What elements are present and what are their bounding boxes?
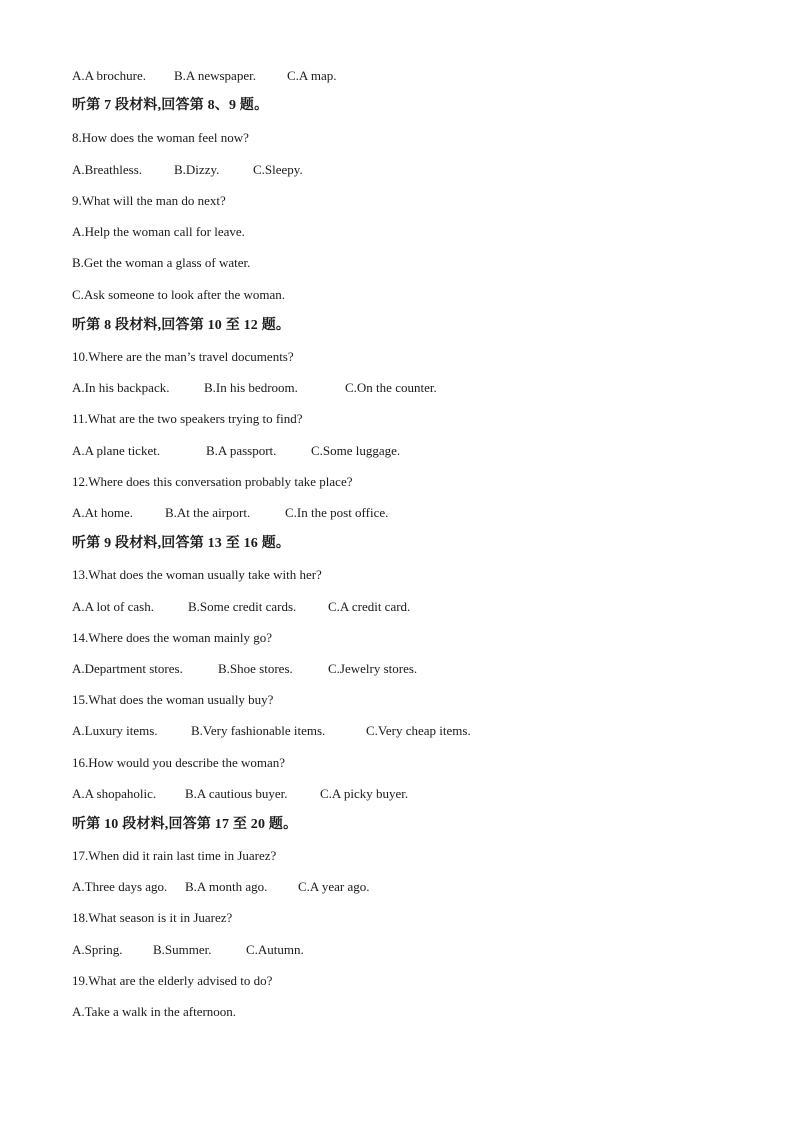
option-a: A.A brochure. xyxy=(72,68,147,83)
answer-options xyxy=(72,68,712,84)
option-b: B.A passport. xyxy=(206,443,277,458)
option-b: B.Very fashionable items. xyxy=(191,723,326,738)
option-b: B.Dizzy. xyxy=(174,162,220,177)
option-b: B.Some credit cards. xyxy=(188,599,297,614)
answer-options xyxy=(72,162,712,178)
option-c: C.Very cheap items. xyxy=(366,723,471,738)
option-b: B.At the airport. xyxy=(165,505,251,520)
question-text: A.Take a walk in the afternoon. xyxy=(72,1004,237,1019)
option-b: B.Summer. xyxy=(153,942,212,957)
option-c: C.A credit card. xyxy=(328,599,411,614)
question-text: 10.Where are the man’s travel documents? xyxy=(72,349,294,364)
question-text: 17.When did it rain last time in Juarez? xyxy=(72,848,277,863)
answer-options xyxy=(72,599,712,615)
section-heading: 听第 9 段材料,回答第 13 至 16 题。 xyxy=(72,536,291,551)
question-text: 15.What does the woman usually buy? xyxy=(72,692,274,707)
option-c: C.A year ago. xyxy=(298,879,370,894)
question-text: 16.How would you describe the woman? xyxy=(72,755,286,770)
option-b: B.A newspaper. xyxy=(174,68,256,83)
question-text: 13.What does the woman usually take with her? xyxy=(72,567,322,582)
option-c: C.Autumn. xyxy=(246,942,304,957)
option-c: C.Sleepy. xyxy=(253,162,303,177)
option-c: C.A picky buyer. xyxy=(320,786,409,801)
section-heading: 听第 8 段材料,回答第 10 至 12 题。 xyxy=(72,318,291,333)
option-a: A.Department stores. xyxy=(72,661,183,676)
option-a: A.In his backpack. xyxy=(72,380,170,395)
option-a: A.At home. xyxy=(72,505,134,520)
option-b: B.A cautious buyer. xyxy=(185,786,288,801)
option-b: B.In his bedroom. xyxy=(204,380,298,395)
question-text: 11.What are the two speakers trying to find? xyxy=(72,411,303,426)
answer-options xyxy=(72,879,712,895)
answer-options xyxy=(72,505,712,521)
option-c: C.Jewelry stores. xyxy=(328,661,418,676)
question-text: A.Help the woman call for leave. xyxy=(72,224,245,239)
option-c: C.Some luggage. xyxy=(311,443,401,458)
option-a: A.Three days ago. xyxy=(72,879,168,894)
answer-options xyxy=(72,661,712,677)
answer-options xyxy=(72,380,712,396)
option-b: B.A month ago. xyxy=(185,879,268,894)
question-text: 12.Where does this conversation probably take place? xyxy=(72,474,353,489)
option-c: C.A map. xyxy=(287,68,337,83)
question-text: C.Ask someone to look after the woman. xyxy=(72,287,286,302)
answer-options xyxy=(72,443,712,459)
question-text: B.Get the woman a glass of water. xyxy=(72,255,251,270)
question-text: 19.What are the elderly advised to do? xyxy=(72,973,273,988)
answer-options xyxy=(72,786,712,802)
answer-options xyxy=(72,723,712,739)
option-c: C.In the post office. xyxy=(285,505,389,520)
option-a: A.Spring. xyxy=(72,942,123,957)
option-a: A.A shopaholic. xyxy=(72,786,157,801)
option-a: A.A lot of cash. xyxy=(72,599,154,614)
answer-options xyxy=(72,942,712,958)
question-text: 9.What will the man do next? xyxy=(72,193,226,208)
question-text: 8.How does the woman feel now? xyxy=(72,130,249,145)
option-b: B.Shoe stores. xyxy=(218,661,293,676)
section-heading: 听第 7 段材料,回答第 8、9 题。 xyxy=(72,98,269,113)
option-a: A.A plane ticket. xyxy=(72,443,161,458)
option-a: A.Luxury items. xyxy=(72,723,158,738)
option-a: A.Breathless. xyxy=(72,162,143,177)
option-c: C.On the counter. xyxy=(345,380,437,395)
question-text: 18.What season is it in Juarez? xyxy=(72,910,233,925)
section-heading: 听第 10 段材料,回答第 17 至 20 题。 xyxy=(72,817,298,832)
question-text: 14.Where does the woman mainly go? xyxy=(72,630,272,645)
